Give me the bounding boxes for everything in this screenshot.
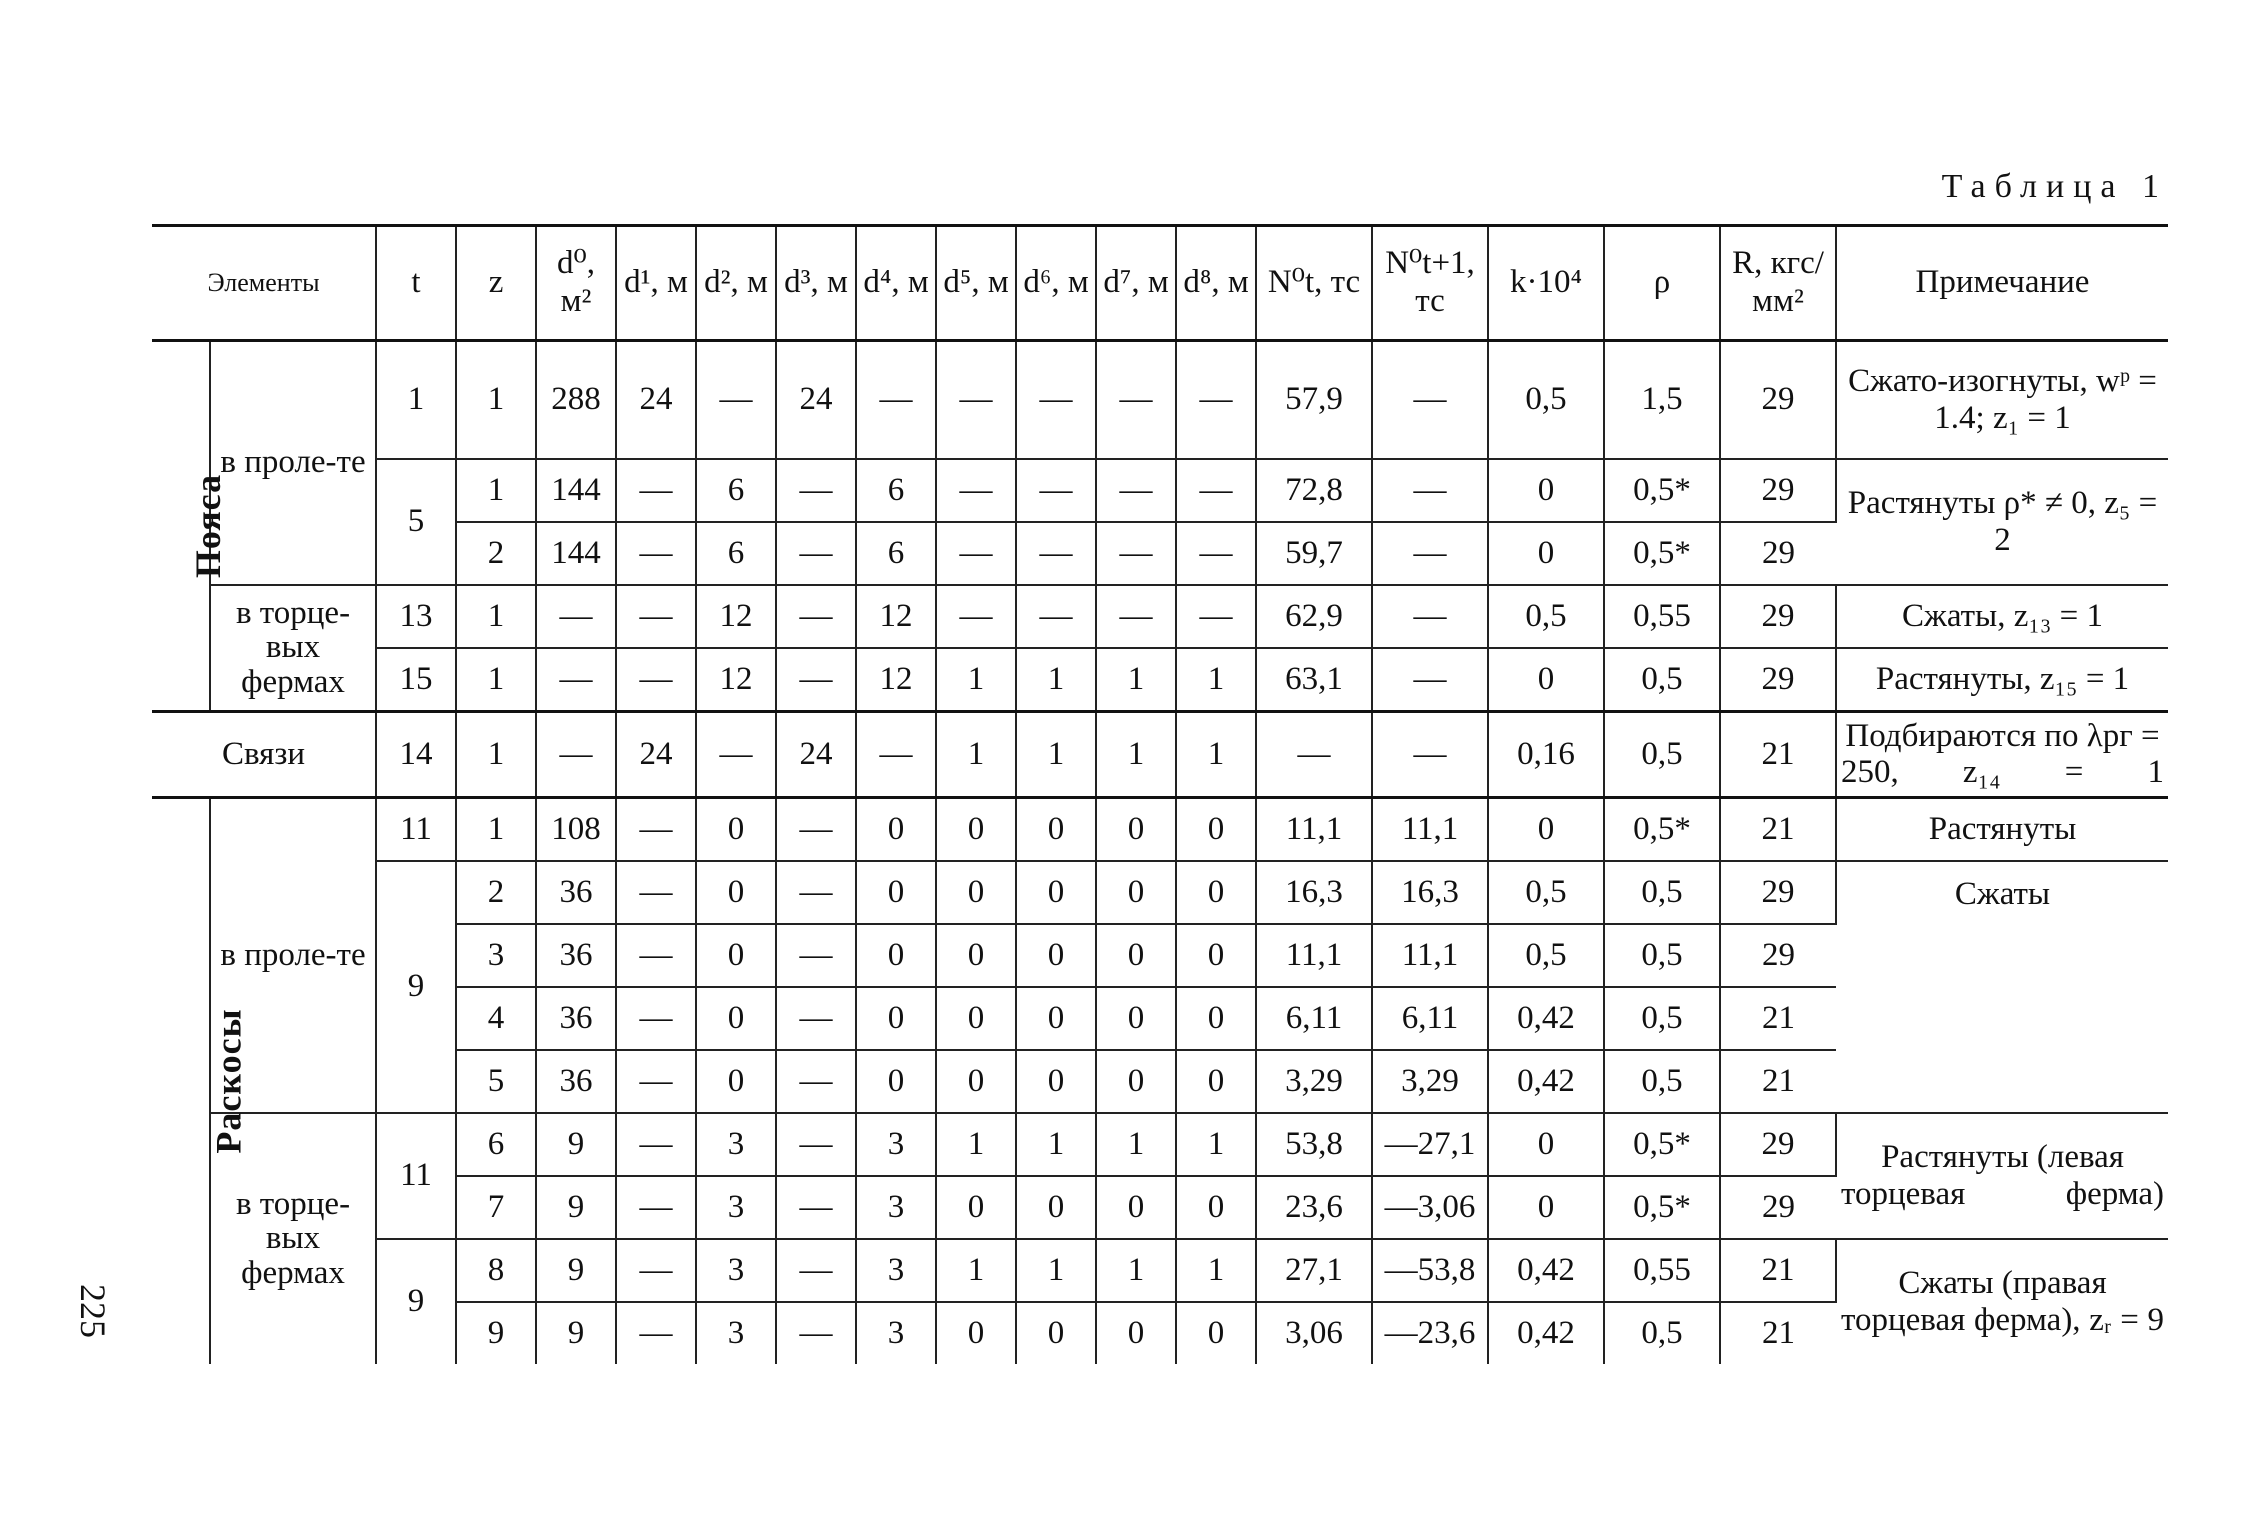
cell-k: 0,5 [1488,341,1604,459]
cell-rho: 0,5* [1604,1176,1720,1239]
cell-d5: 0 [936,861,1016,924]
cell-d4: 3 [856,1176,936,1239]
cell-d8: — [1176,459,1256,522]
cell-R: 29 [1720,459,1836,522]
header-row [152,226,2168,341]
cell-d0: — [536,648,616,712]
header-k: k·10⁴ [1488,226,1604,341]
cell-d4: 3 [856,1113,936,1176]
cell-d2: 3 [696,1302,776,1364]
header-R: R, кгс/мм² [1720,226,1836,341]
header-d6: d⁶, м [1016,226,1096,341]
cell-d5: 0 [936,1302,1016,1364]
cell-d0: 36 [536,1050,616,1113]
cell-nt: 57,9 [1256,341,1372,459]
header-note: Примечание [1836,226,2168,341]
cell-d2: — [696,711,776,797]
header-d4: d⁴, м [856,226,936,341]
table-row [152,797,2168,861]
cell-d8: 0 [1176,861,1256,924]
cell-rho: 0,5 [1604,924,1720,987]
cell-k: 0 [1488,1113,1604,1176]
cell-d8: 0 [1176,1050,1256,1113]
cell-nt: 23,6 [1256,1176,1372,1239]
cell-d2: 6 [696,522,776,585]
cell-d3: — [776,585,856,648]
cell-d6: 1 [1016,711,1096,797]
cell-d8: — [1176,341,1256,459]
cell-d4: — [856,711,936,797]
note-cell: Подбираются по λрг = 250, z₁₄ = 1 [1836,711,2168,797]
cell-d4: 0 [856,924,936,987]
cell-R: 21 [1720,1239,1836,1302]
cell-d8: 0 [1176,987,1256,1050]
cell-z: 2 [456,861,536,924]
cell-nt: 27,1 [1256,1239,1372,1302]
table-row [152,711,2168,797]
cell-d3: — [776,987,856,1050]
cell-d0: — [536,585,616,648]
note-cell: Сжаты [1836,861,2168,1113]
cell-R: 29 [1720,1176,1836,1239]
header-elements: Элементы [152,226,376,341]
cell-d4: 3 [856,1302,936,1364]
cell-R: 21 [1720,1302,1836,1364]
cell-k: 0 [1488,1176,1604,1239]
cell-rho: 0,5* [1604,522,1720,585]
cell-z: 5 [456,1050,536,1113]
cell-d1: — [616,648,696,712]
page-number: 225 [73,1284,113,1338]
header-d7: d⁷, м [1096,226,1176,341]
cell-z: 1 [456,711,536,797]
cell-k: 0,42 [1488,987,1604,1050]
cell-d6: 0 [1016,1050,1096,1113]
cell-d7: — [1096,341,1176,459]
cell-d7: — [1096,459,1176,522]
cell-rho: 0,5 [1604,861,1720,924]
cell-t: 5 [376,459,456,585]
cell-d6: — [1016,585,1096,648]
cell-R: 29 [1720,522,1836,585]
cell-z: 1 [456,341,536,459]
cell-k: 0,16 [1488,711,1604,797]
cell-d4: 0 [856,797,936,861]
cell-R: 29 [1720,585,1836,648]
cell-d3: 24 [776,341,856,459]
cell-d4: 12 [856,585,936,648]
group-poyasa: Пояса [152,341,210,712]
cell-d5: 1 [936,648,1016,712]
cell-nt: 63,1 [1256,648,1372,712]
cell-z: 6 [456,1113,536,1176]
cell-nt1: — [1372,522,1488,585]
cell-d1: — [616,987,696,1050]
group-svyazi: Связи [152,711,376,797]
cell-d5: 0 [936,924,1016,987]
cell-nt1: — [1372,341,1488,459]
table-row [152,585,2168,648]
cell-d0: 9 [536,1176,616,1239]
cell-d8: 0 [1176,1176,1256,1239]
cell-z: 2 [456,522,536,585]
note-cell: Сжаты (правая торцевая ферма), zᵣ = 9 [1836,1239,2168,1364]
cell-d0: 9 [536,1113,616,1176]
cell-d6: 0 [1016,861,1096,924]
cell-R: 29 [1720,861,1836,924]
cell-d2: 3 [696,1176,776,1239]
note-cell: Сжаты, z₁₃ = 1 [1836,585,2168,648]
cell-d7: — [1096,585,1176,648]
cell-nt1: 16,3 [1372,861,1488,924]
cell-d7: 0 [1096,987,1176,1050]
cell-d8: — [1176,522,1256,585]
cell-d6: 1 [1016,648,1096,712]
cell-nt: 16,3 [1256,861,1372,924]
cell-nt1: — [1372,711,1488,797]
cell-d5: — [936,459,1016,522]
cell-k: 0,42 [1488,1050,1604,1113]
cell-d8: 1 [1176,711,1256,797]
cell-d5: — [936,585,1016,648]
cell-nt: 6,11 [1256,987,1372,1050]
cell-d7: 0 [1096,861,1176,924]
cell-nt1: —23,6 [1372,1302,1488,1364]
cell-rho: 0,5 [1604,648,1720,712]
group-raskosy: Раскосы [152,797,210,1364]
cell-d5: 0 [936,1176,1016,1239]
cell-z: 8 [456,1239,536,1302]
cell-d7: 0 [1096,1176,1176,1239]
cell-d2: 12 [696,585,776,648]
cell-d3: — [776,459,856,522]
cell-d5: 1 [936,1113,1016,1176]
cell-d8: 0 [1176,924,1256,987]
cell-d1: — [616,861,696,924]
cell-d7: 1 [1096,648,1176,712]
cell-R: 21 [1720,1050,1836,1113]
cell-d3: — [776,861,856,924]
cell-nt: 3,29 [1256,1050,1372,1113]
cell-z: 1 [456,797,536,861]
cell-d4: 12 [856,648,936,712]
cell-d0: 288 [536,341,616,459]
cell-k: 0,5 [1488,585,1604,648]
cell-d6: 0 [1016,797,1096,861]
cell-nt1: — [1372,648,1488,712]
cell-d4: 0 [856,987,936,1050]
cell-rho: 0,55 [1604,585,1720,648]
cell-nt1: — [1372,459,1488,522]
cell-t: 9 [376,861,456,1113]
cell-d0: 144 [536,522,616,585]
header-nt: N⁰t, тс [1256,226,1372,341]
header-z: z [456,226,536,341]
cell-d0: 36 [536,987,616,1050]
cell-rho: 0,5* [1604,797,1720,861]
cell-d0: — [536,711,616,797]
cell-d3: — [776,1176,856,1239]
cell-d4: 0 [856,861,936,924]
cell-d2: 12 [696,648,776,712]
cell-d1: — [616,522,696,585]
cell-d1: — [616,1239,696,1302]
cell-d4: 6 [856,459,936,522]
cell-d5: 1 [936,711,1016,797]
cell-d7: 1 [1096,711,1176,797]
cell-d1: — [616,1176,696,1239]
table-row [152,1113,2168,1176]
cell-k: 0 [1488,797,1604,861]
cell-d2: — [696,341,776,459]
cell-d7: 0 [1096,924,1176,987]
cell-d0: 144 [536,459,616,522]
cell-d6: 0 [1016,987,1096,1050]
cell-nt: 53,8 [1256,1113,1372,1176]
table-row [152,341,2168,459]
cell-d1: — [616,585,696,648]
cell-d0: 36 [536,924,616,987]
cell-t: 9 [376,1239,456,1364]
cell-d4: 0 [856,1050,936,1113]
cell-nt1: —3,06 [1372,1176,1488,1239]
header-d0: d⁰, м² [536,226,616,341]
cell-nt: 11,1 [1256,797,1372,861]
cell-d7: 1 [1096,1239,1176,1302]
cell-d6: 1 [1016,1113,1096,1176]
table-row [152,648,2168,712]
note-cell: Сжато-изогнуты, wᵖ = 1.4; z₁ = 1 [1836,341,2168,459]
cell-d7: 0 [1096,1050,1176,1113]
cell-d5: 0 [936,987,1016,1050]
subgroup-v-prolete: в проле-те [210,797,376,1113]
cell-nt1: —53,8 [1372,1239,1488,1302]
header-nt1: N⁰t+1, тс [1372,226,1488,341]
cell-z: 4 [456,987,536,1050]
cell-R: 29 [1720,648,1836,712]
cell-k: 0 [1488,522,1604,585]
cell-z: 1 [456,585,536,648]
cell-rho: 0,5 [1604,1050,1720,1113]
cell-nt1: 6,11 [1372,987,1488,1050]
cell-d2: 0 [696,987,776,1050]
cell-d0: 36 [536,861,616,924]
cell-t: 13 [376,585,456,648]
cell-d2: 3 [696,1239,776,1302]
cell-d6: 0 [1016,924,1096,987]
note-cell: Растянуты [1836,797,2168,861]
cell-d1: — [616,1302,696,1364]
cell-d7: — [1096,522,1176,585]
note-cell: Растянуты (левая торцевая ферма) [1836,1113,2168,1239]
cell-t: 14 [376,711,456,797]
table-caption: Таблица 1 [1941,168,2168,205]
cell-rho: 0,5 [1604,1302,1720,1364]
cell-d5: — [936,522,1016,585]
cell-z: 9 [456,1302,536,1364]
subgroup-v-prolete: в проле-те [210,341,376,585]
cell-nt: 11,1 [1256,924,1372,987]
cell-z: 3 [456,924,536,987]
cell-nt: 3,06 [1256,1302,1372,1364]
cell-R: 29 [1720,924,1836,987]
cell-d6: — [1016,522,1096,585]
cell-k: 0 [1488,648,1604,712]
cell-d1: 24 [616,711,696,797]
cell-d5: 1 [936,1239,1016,1302]
cell-d7: 0 [1096,1302,1176,1364]
cell-d1: — [616,1050,696,1113]
cell-nt1: 11,1 [1372,924,1488,987]
cell-d8: 1 [1176,648,1256,712]
cell-d7: 1 [1096,1113,1176,1176]
cell-d6: — [1016,459,1096,522]
cell-nt1: 3,29 [1372,1050,1488,1113]
cell-rho: 1,5 [1604,341,1720,459]
cell-k: 0 [1488,459,1604,522]
subgroup-v-tortsevykh: в торце-вых фермах [210,1113,376,1364]
note-cell: Растянуты ρ* ≠ 0, z₅ = 2 [1836,459,2168,585]
cell-d8: 1 [1176,1239,1256,1302]
cell-rho: 0,5 [1604,711,1720,797]
cell-z: 1 [456,648,536,712]
cell-d8: 1 [1176,1113,1256,1176]
subgroup-v-tortsevykh: в торце-вых фермах [210,585,376,712]
cell-R: 29 [1720,1113,1836,1176]
cell-d1: — [616,459,696,522]
cell-d5: 0 [936,1050,1016,1113]
cell-d6: 1 [1016,1239,1096,1302]
header-d1: d¹, м [616,226,696,341]
cell-nt1: —27,1 [1372,1113,1488,1176]
cell-d1: — [616,1113,696,1176]
cell-d4: 6 [856,522,936,585]
header-d5: d⁵, м [936,226,1016,341]
cell-R: 21 [1720,711,1836,797]
cell-d1: — [616,797,696,861]
note-cell: Растянуты, z₁₅ = 1 [1836,648,2168,712]
cell-d8: — [1176,585,1256,648]
cell-d2: 0 [696,797,776,861]
cell-t: 11 [376,1113,456,1239]
cell-rho: 0,5* [1604,1113,1720,1176]
cell-rho: 0,5 [1604,987,1720,1050]
header-rho: ρ [1604,226,1720,341]
table-row [152,861,2168,924]
header-d8: d⁸, м [1176,226,1256,341]
cell-R: 29 [1720,341,1836,459]
header-t: t [376,226,456,341]
cell-d8: 0 [1176,797,1256,861]
cell-d1: — [616,924,696,987]
cell-d5: — [936,341,1016,459]
cell-d2: 6 [696,459,776,522]
cell-d3: — [776,1113,856,1176]
cell-d4: — [856,341,936,459]
cell-t: 1 [376,341,456,459]
cell-d3: — [776,1050,856,1113]
cell-d3: — [776,924,856,987]
cell-d3: 24 [776,711,856,797]
cell-d2: 3 [696,1113,776,1176]
cell-t: 15 [376,648,456,712]
cell-d8: 0 [1176,1302,1256,1364]
cell-z: 7 [456,1176,536,1239]
cell-nt1: — [1372,585,1488,648]
cell-d6: 0 [1016,1176,1096,1239]
cell-k: 0,42 [1488,1239,1604,1302]
cell-k: 0,5 [1488,861,1604,924]
cell-R: 21 [1720,797,1836,861]
cell-d7: 0 [1096,797,1176,861]
cell-d0: 108 [536,797,616,861]
cell-nt: 62,9 [1256,585,1372,648]
cell-nt: — [1256,711,1372,797]
cell-d6: 0 [1016,1302,1096,1364]
cell-z: 1 [456,459,536,522]
cell-nt1: 11,1 [1372,797,1488,861]
cell-d3: — [776,648,856,712]
cell-d3: — [776,1302,856,1364]
cell-d3: — [776,797,856,861]
cell-d1: 24 [616,341,696,459]
cell-d0: 9 [536,1302,616,1364]
cell-d3: — [776,1239,856,1302]
cell-rho: 0,55 [1604,1239,1720,1302]
data-table [152,224,2168,1364]
cell-rho: 0,5* [1604,459,1720,522]
table-row [152,459,2168,522]
cell-d4: 3 [856,1239,936,1302]
cell-d2: 0 [696,861,776,924]
cell-d5: 0 [936,797,1016,861]
cell-d6: — [1016,341,1096,459]
cell-d2: 0 [696,924,776,987]
cell-d2: 0 [696,1050,776,1113]
cell-R: 21 [1720,987,1836,1050]
cell-k: 0,42 [1488,1302,1604,1364]
cell-d3: — [776,522,856,585]
cell-nt: 72,8 [1256,459,1372,522]
cell-t: 11 [376,797,456,861]
cell-d0: 9 [536,1239,616,1302]
header-d3: d³, м [776,226,856,341]
cell-nt: 59,7 [1256,522,1372,585]
cell-k: 0,5 [1488,924,1604,987]
table-row [152,1239,2168,1302]
header-d2: d², м [696,226,776,341]
